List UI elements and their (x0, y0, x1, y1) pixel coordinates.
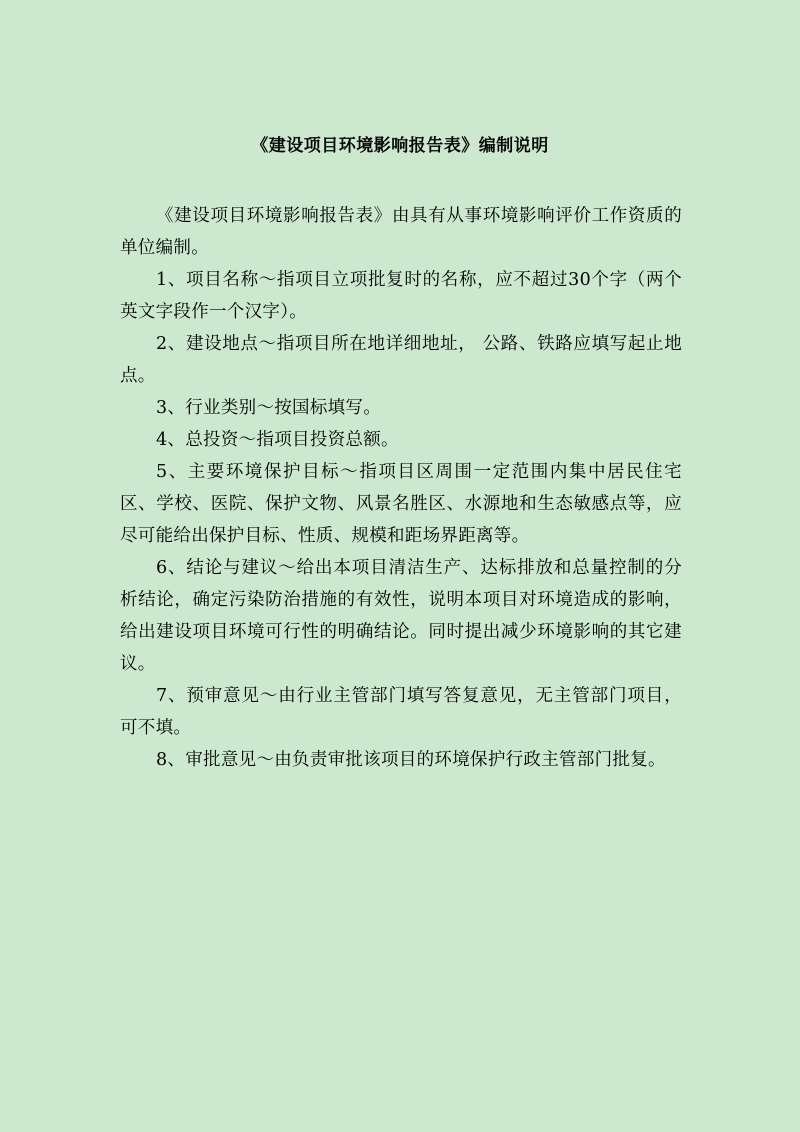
paragraph-item-8: 8、审批意见～由负责审批该项目的环境保护行政主管部门批复。 (156, 750, 666, 770)
document-body (120, 200, 682, 776)
document-title: 《建设项目环境影响报告表》编制说明 (251, 136, 549, 156)
paragraph-item-5: 5、主要环境保护目标～指项目区周围一定范围内集中居民住宅区、学校、医院、保护文物、风景名胜区、水源地和生态敏感点等，应尽可能给出保护目标、性质、规模和距场界距离等。 (120, 462, 682, 546)
paragraph-item-1: 1、项目名称～指项目立项批复时的名称，应不超过30个字（两个英文字段作一个汉字）。 (120, 270, 682, 322)
paragraph-item-3: 3、行业类别～按国标填写。 (156, 398, 382, 418)
paragraph-item-6: 6、结论与建议～给出本项目清洁生产、达标排放和总量控制的分析结论，确定污染防治措施的有效性，说明本项目对环境造成的影响，给出建设项目环境可行性的明确结论。同时提出减少环境影响的其它建议。 (120, 558, 682, 674)
paragraph-intro: 《建设项目环境影响报告表》由具有从事环境影响评价工作资质的单位编制。 (120, 206, 682, 258)
paragraph-item-7: 7、预审意见～由行业主管部门填写答复意见，无主管部门项目，可不填。 (120, 686, 682, 738)
paragraph-item-2: 2、建设地点～指项目所在地详细地址， 公路、铁路应填写起止地点。 (120, 334, 682, 386)
paragraph-item-4: 4、总投资～指项目投资总额。 (156, 430, 399, 450)
